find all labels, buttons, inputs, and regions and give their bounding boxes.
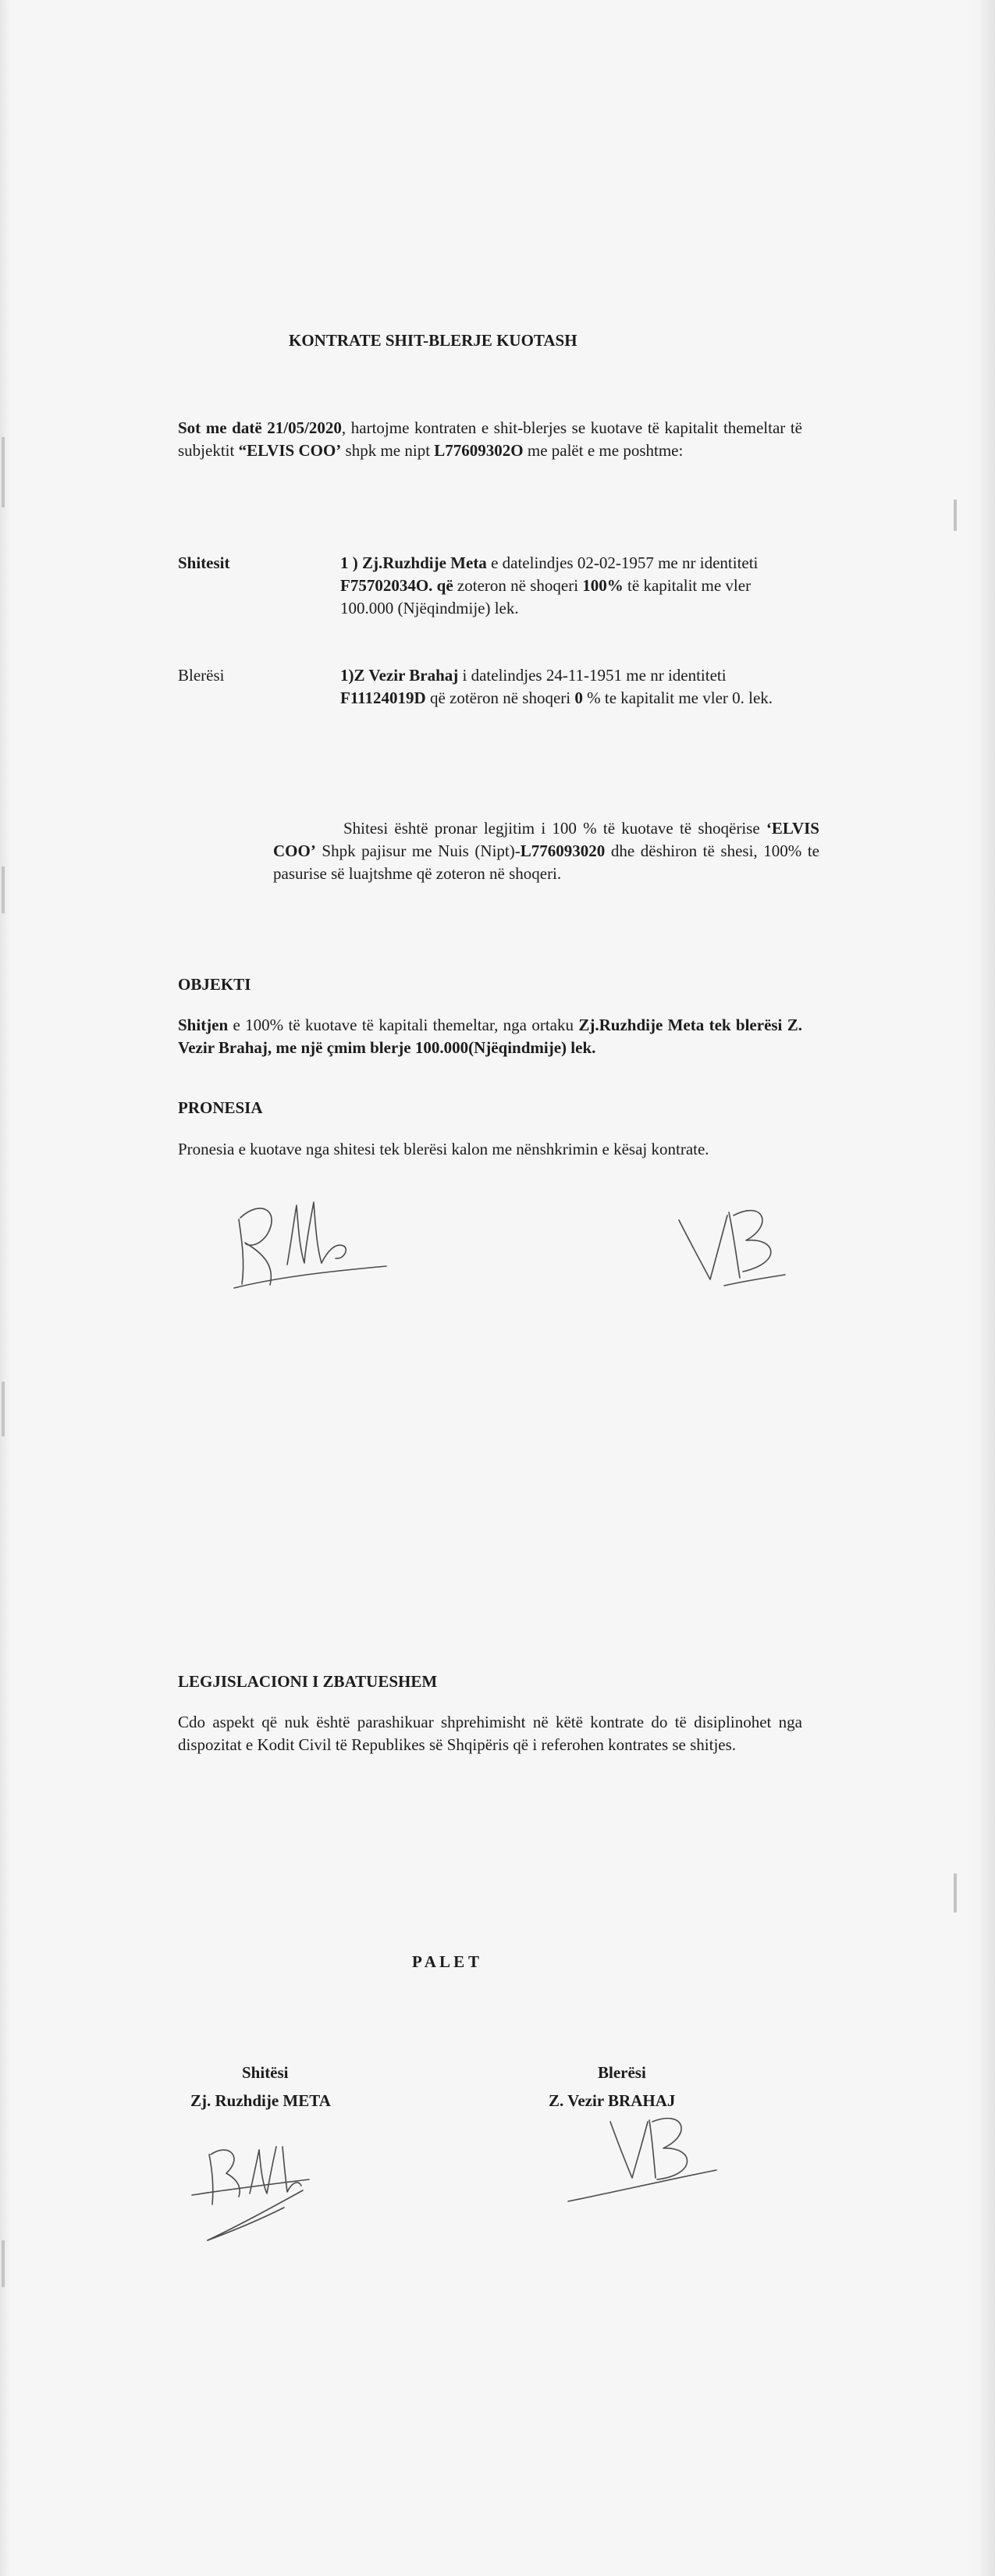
- seller-qe: që: [436, 576, 453, 595]
- scan-mark: [954, 500, 957, 531]
- buyer-signature-1: [670, 1198, 802, 1292]
- legjislacioni-text: Cdo aspekt që nuk është parashikuar shprehimisht në këtë kontrate do të disiplinohet nga dispozitat e Kodit Civil të Republikes së Shqipëris që i referohen kontrates se shitjes.: [178, 1713, 802, 1754]
- pronesia-text: Pronesia e kuotave nga shitesi tek blerësi kalon me nënshkrimin e kësaj kontrate.: [178, 1140, 709, 1158]
- scan-edge-right: [967, 0, 995, 2576]
- legjislacioni-heading: LEGJISLACIONI I ZBATUESHEM: [178, 1672, 438, 1691]
- intro-text: shpk me nipt: [341, 441, 435, 460]
- buyer-details: [340, 664, 802, 710]
- seller-details: [340, 552, 789, 620]
- intro-text: , hartojme kontraten e shit-blerjes se kuotave të kapitalit themeltar të subjektit: [178, 418, 802, 460]
- scan-mark: [2, 437, 5, 507]
- statement-company: ‘ELVIS COO’: [273, 819, 819, 860]
- palet-heading: P A L E T: [412, 1952, 479, 1971]
- scan-mark: [954, 1873, 957, 1912]
- seller-role: Shitësi: [242, 2063, 289, 2082]
- pronesia-heading: PRONESIA: [178, 1098, 263, 1117]
- buyer-text: % te kapitalit me vler 0. lek.: [582, 688, 773, 707]
- buyer-name: 1)Z Vezir Brahaj: [340, 666, 459, 685]
- buyer-signature-2: [560, 2108, 724, 2209]
- statement-text: Shpk pajisur me Nuis (Nipt)-: [315, 841, 521, 860]
- objekti-bold: Zj.Ruzhdije Meta tek blerësi Z. Vezir Brahaj, me një çmim blerje 100.000(Njëqindmije) lek.: [178, 1016, 802, 1057]
- scan-mark: [2, 1382, 5, 1436]
- intro-nipt: L77609302O: [434, 441, 524, 460]
- seller-text: e datelindjes 02-02-1957 me nr identiteti: [486, 553, 759, 572]
- scan-mark: [2, 866, 5, 913]
- seller-id: F75702034O.: [340, 576, 433, 595]
- buyer-label: Blerësi: [178, 666, 225, 685]
- intro-text: me palët e me poshtme:: [523, 441, 684, 460]
- seller-signature-1: [219, 1171, 398, 1296]
- objekti-text: e 100% të kuotave të kapitali themeltar, nga ortaku: [228, 1016, 579, 1034]
- buyer-role: Blerësi: [598, 2063, 646, 2082]
- seller-text: të kapitalit me vler 100.000 (Njëqindmije) lek.: [340, 576, 752, 617]
- seller-name: Zj.Ruzhdije Meta: [362, 553, 487, 572]
- buyer-id: F11124019D: [340, 688, 426, 707]
- statement-nipt: L776093020: [520, 841, 606, 860]
- seller-label: Shitesit: [178, 553, 230, 572]
- buyer-pct: 0: [574, 688, 583, 707]
- seller-text: zoteron në shoqeri: [453, 576, 583, 595]
- buyer-text: i datelindjes 24-11-1951 me nr identiteti: [458, 666, 727, 685]
- seller-signature-2: [186, 2123, 318, 2248]
- objekti-lead: Shitjen: [178, 1016, 229, 1034]
- statement-text: Shitesi është pronar legjitim i 100 % të kuotave të shoqërise: [343, 819, 766, 838]
- scan-edge-left: [0, 0, 11, 2576]
- intro-date: Sot me datë 21/05/2020: [178, 418, 342, 437]
- seller-statement: [273, 817, 819, 885]
- scan-mark: [2, 2240, 5, 2287]
- intro-paragraph: [178, 417, 802, 462]
- buyer-text: që zotëron në shoqeri: [425, 688, 575, 707]
- objekti-paragraph: [178, 1014, 802, 1059]
- objekti-heading: OBJEKTI: [178, 975, 251, 994]
- seller-pct: 100%: [582, 576, 624, 595]
- seller-num: 1 ): [340, 553, 362, 572]
- document-title: KONTRATE SHIT-BLERJE KUOTASH: [289, 331, 577, 350]
- buyer-signatory-name: Z. Vezir BRAHAJ: [549, 2091, 676, 2110]
- intro-company: “ELVIS COO’: [238, 441, 342, 460]
- statement-text: dhe dëshiron të shesi, 100% te pasurise së luajtshme që zoteron në shoqeri.: [273, 841, 819, 883]
- seller-signatory-name: Zj. Ruzhdije META: [190, 2091, 331, 2110]
